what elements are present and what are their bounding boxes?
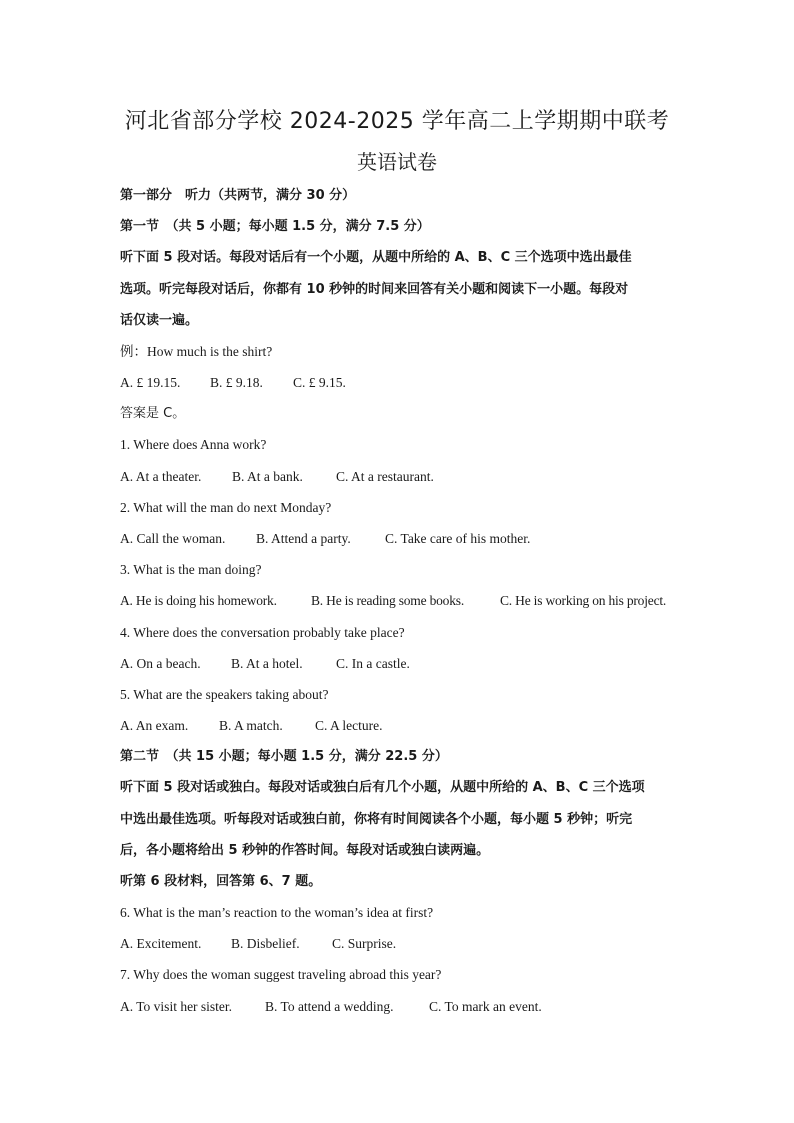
option-b: B. At a bank.	[232, 469, 303, 484]
option-a: A. Excitement.	[120, 936, 202, 951]
option-c: C. Take care of his mother.	[385, 531, 531, 546]
question-options	[120, 717, 383, 735]
question-options	[120, 655, 410, 673]
part1-heading: 第一部分 听力（共两节，满分 30 分）	[120, 188, 356, 203]
question-text: 2. What will the man do next Monday?	[120, 500, 332, 515]
exam-title: 河北省部分学校 2024-2025 学年高二上学期期中联考	[124, 109, 670, 134]
option-c: C. Surprise.	[332, 936, 397, 951]
option-c: C. To mark an event.	[429, 999, 542, 1014]
section1-instruction-line: 选项。听完每段对话后，你都有 10 秒钟的时间来回答有关小题和阅读下一小题。每段对	[120, 282, 629, 297]
option-c: C. A lecture.	[315, 718, 383, 733]
option-a: A. To visit her sister.	[120, 999, 233, 1014]
option-a: A. At a theater.	[120, 469, 202, 484]
option-b: B. At a hotel.	[231, 656, 303, 671]
option-a: A. £ 19.15.	[120, 375, 181, 390]
question-options	[120, 592, 666, 610]
example-question: 例：How much is the shirt?	[120, 344, 273, 359]
option-b: B. £ 9.18.	[210, 375, 263, 390]
option-b: B. Attend a party.	[256, 531, 351, 546]
section1-heading: 第一节 （共 5 小题；每小题 1.5 分，满分 7.5 分）	[120, 219, 430, 234]
option-a: A. He is doing his homework.	[120, 593, 277, 608]
question-options	[120, 935, 396, 953]
question-text: 6. What is the man’s reaction to the woman’s idea at first?	[120, 905, 434, 920]
section1-instruction-line: 听下面 5 段对话。每段对话后有一个小题，从题中所给的 A、B、C 三个选项中选出最佳	[120, 250, 632, 265]
material-heading: 听第 6 段材料，回答第 6、7 题。	[120, 874, 322, 889]
option-a: A. On a beach.	[120, 656, 201, 671]
example-answer: 答案是 C。	[120, 406, 186, 421]
option-c: C. At a restaurant.	[336, 469, 434, 484]
question-text: 3. What is the man doing?	[120, 562, 262, 577]
option-c: C. £ 9.15.	[293, 375, 346, 390]
option-b: B. He is reading some books.	[311, 593, 465, 608]
option-b: B. To attend a wedding.	[265, 999, 394, 1014]
section2-instruction-line: 后，各小题将给出 5 秒钟的作答时间。每段对话或独白读两遍。	[120, 843, 490, 858]
option-b: B. Disbelief.	[231, 936, 300, 951]
exam-subtitle: 英语试卷	[357, 150, 437, 174]
question-text: 5. What are the speakers taking about?	[120, 687, 329, 702]
question-text: 7. Why does the woman suggest traveling abroad this year?	[120, 967, 442, 982]
section2-instruction-line: 中选出最佳选项。听每段对话或独白前，你将有时间阅读各个小题，每小题 5 秒钟；听完	[120, 812, 633, 827]
option-c: C. In a castle.	[336, 656, 410, 671]
question-text: 4. Where does the conversation probably take place?	[120, 625, 405, 640]
option-c: C. He is working on his project.	[500, 593, 667, 608]
question-options	[120, 998, 542, 1016]
section2-heading: 第二节 （共 15 小题；每小题 1.5 分，满分 22.5 分）	[120, 749, 448, 764]
section2-instruction-line: 听下面 5 段对话或独白。每段对话或独白后有几个小题，从题中所给的 A、B、C 三个选项	[120, 780, 645, 795]
question-options	[120, 530, 530, 548]
section1-instruction-line: 话仅读一遍。	[120, 313, 199, 328]
option-a: A. An exam.	[120, 718, 189, 733]
question-options	[120, 468, 434, 486]
option-b: B. A match.	[219, 718, 283, 733]
question-text: 1. Where does Anna work?	[120, 437, 267, 452]
example-options	[120, 374, 346, 392]
option-a: A. Call the woman.	[120, 531, 226, 546]
